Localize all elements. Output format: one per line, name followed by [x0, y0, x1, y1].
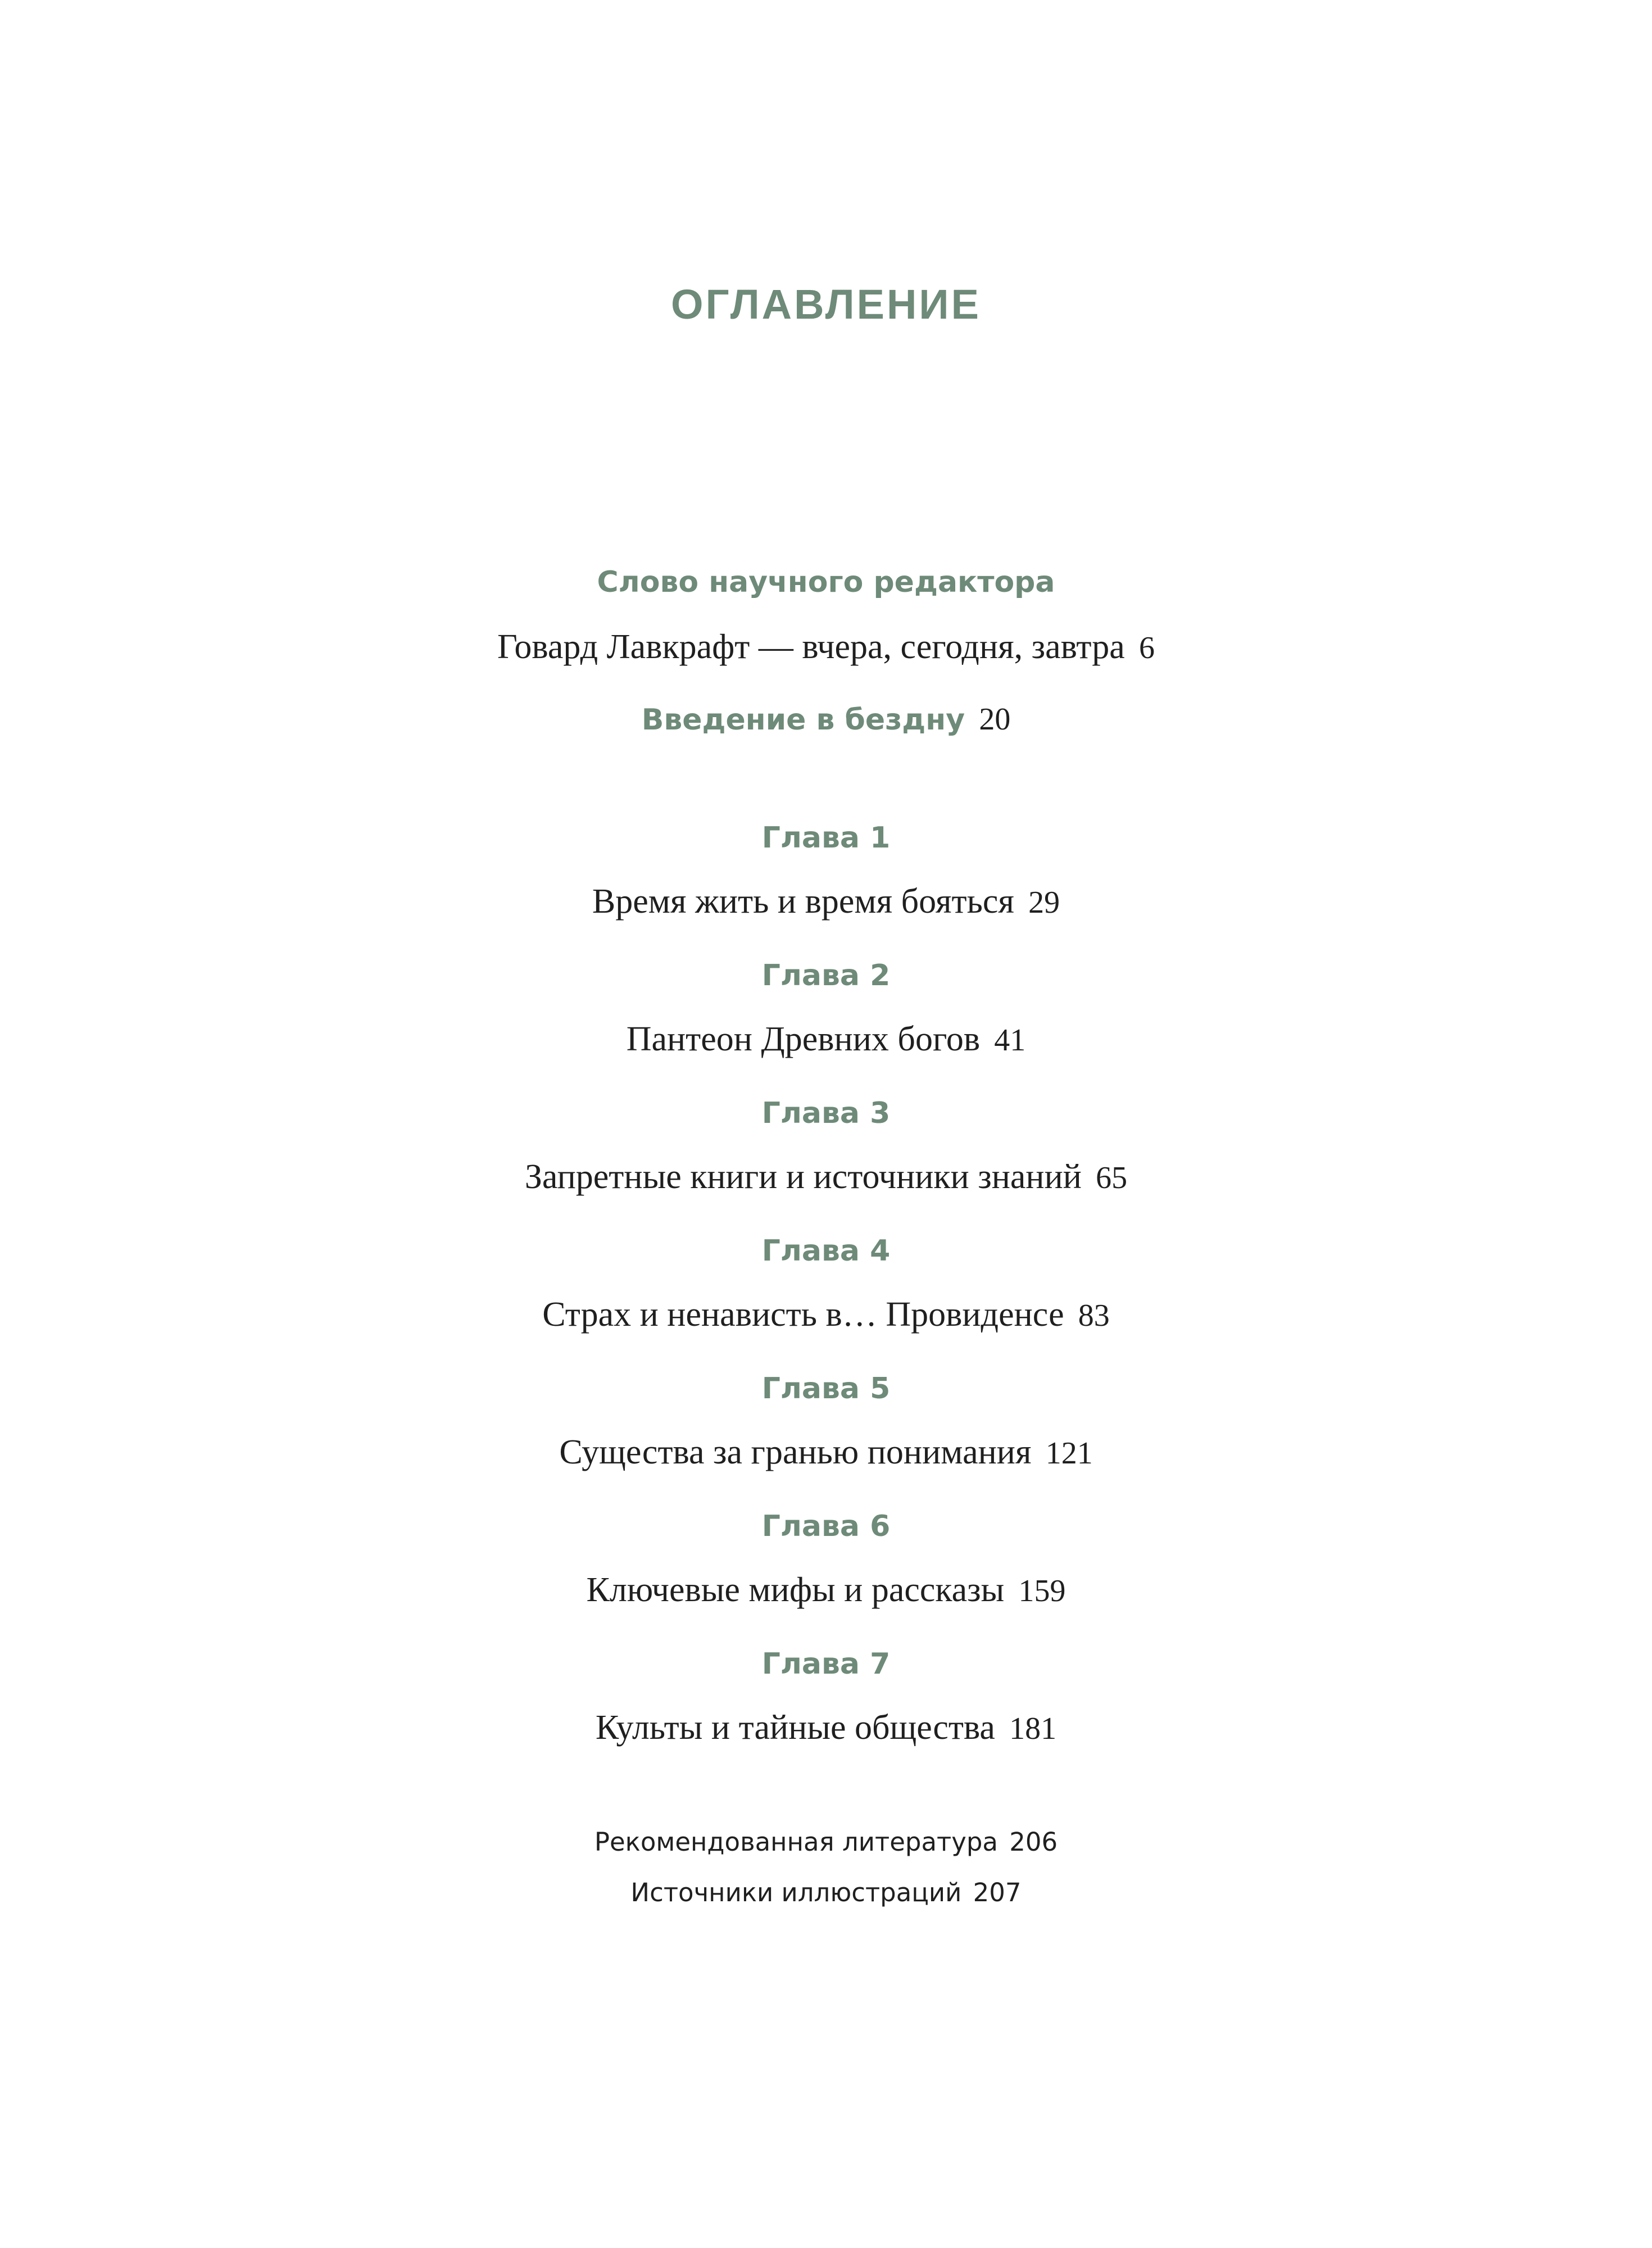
page-number: 65	[1096, 1161, 1128, 1195]
page-number: 20	[979, 702, 1011, 737]
entry-title: Существа за гранью понимания	[559, 1433, 1032, 1471]
back-matter-entry[interactable]	[0, 1829, 1652, 1855]
entry-title: Источники иллюстраций	[630, 1878, 962, 1907]
chapter-entry[interactable]	[0, 1159, 1652, 1194]
chapter-heading: Глава 1	[761, 821, 891, 855]
entry-title: Пантеон Древних богов	[626, 1020, 981, 1058]
chapter-entry[interactable]	[0, 884, 1652, 919]
chapter-heading: Глава 3	[761, 1096, 891, 1130]
chapter-entry[interactable]	[0, 1022, 1652, 1057]
page-number: 29	[1028, 885, 1060, 920]
entry-title: Рекомендованная литература	[594, 1827, 998, 1857]
editor-word-heading: Слово научного редактора	[597, 565, 1055, 599]
chapter-heading: Глава 2	[761, 959, 891, 992]
entry-title: Культы и тайные общества	[595, 1708, 995, 1747]
entry-title: Ключевые мифы и рассказы	[586, 1571, 1005, 1609]
page-number: 207	[973, 1878, 1022, 1907]
page-number: 41	[994, 1023, 1026, 1058]
chapter-heading: Глава 4	[761, 1234, 891, 1268]
entry-title: Введение в бездну	[641, 703, 965, 737]
entry-title: Говард Лавкрафт — вчера, сегодня, завтра	[497, 628, 1125, 666]
entry-title: Страх и ненависть в… Провиденсе	[542, 1295, 1064, 1334]
page-number: 206	[1009, 1827, 1058, 1857]
page-title: ОГЛАВЛЕНИЕ	[671, 281, 981, 328]
page-number: 121	[1045, 1436, 1093, 1471]
introduction-entry[interactable]	[0, 704, 1652, 735]
page-number: 159	[1018, 1574, 1066, 1608]
editor-word-entry[interactable]	[0, 629, 1652, 664]
chapter-entry[interactable]	[0, 1435, 1652, 1470]
page-number: 83	[1078, 1298, 1110, 1333]
chapter-heading: Глава 7	[761, 1647, 891, 1681]
page-number: 181	[1009, 1711, 1057, 1746]
chapter-entry[interactable]	[0, 1710, 1652, 1745]
entry-title: Время жить и время бояться	[592, 882, 1014, 921]
chapter-entry[interactable]	[0, 1297, 1652, 1332]
chapter-heading: Глава 5	[761, 1372, 891, 1406]
back-matter-entry[interactable]	[0, 1880, 1652, 1905]
chapter-entry[interactable]	[0, 1572, 1652, 1607]
entry-title: Запретные книги и источники знаний	[524, 1158, 1082, 1196]
page-number: 6	[1138, 631, 1155, 665]
chapter-heading: Глава 6	[761, 1510, 891, 1543]
